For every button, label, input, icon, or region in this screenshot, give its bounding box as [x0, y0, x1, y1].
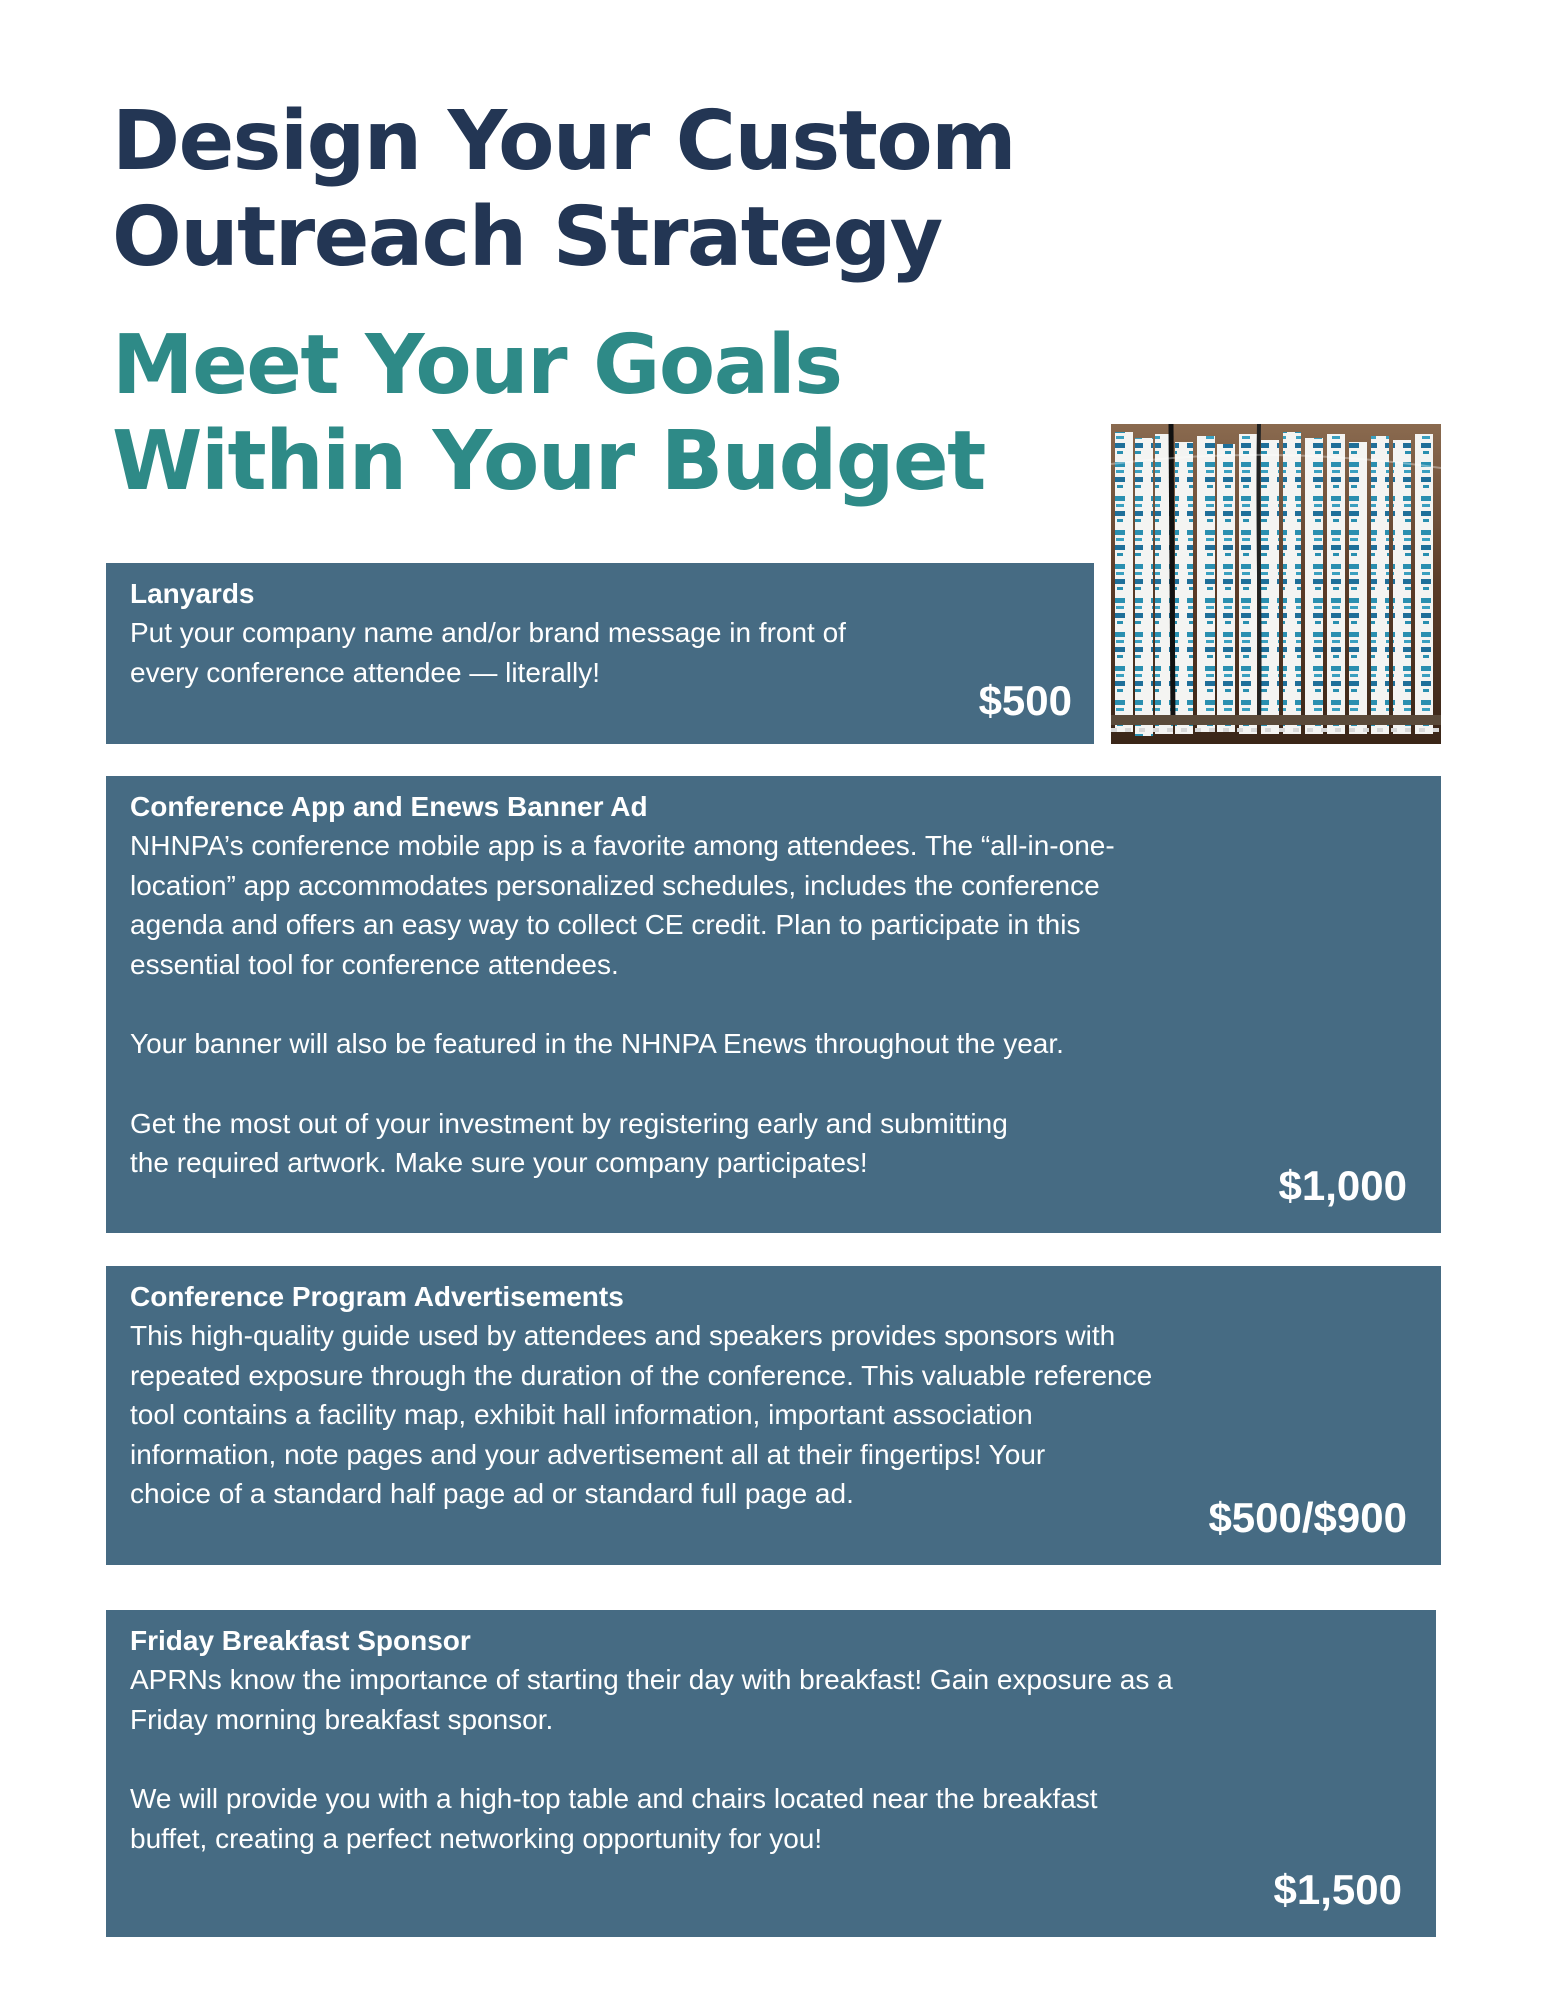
- lanyards-illustration: [1111, 424, 1441, 744]
- offering-paragraph-2: Your banner will also be featured in the NHNPA Enews throughout the year.: [130, 1028, 1064, 1059]
- title-line-1: Design Your Custom: [112, 94, 1016, 189]
- offering-title: Friday Breakfast Sponsor: [130, 1625, 471, 1656]
- offering-title: Lanyards: [130, 578, 255, 609]
- program-ads-panel: [106, 1266, 1441, 1565]
- lanyards-photo: [1111, 424, 1441, 744]
- title-line-2: Outreach Strategy: [112, 190, 942, 285]
- page-subtitle: [112, 318, 985, 510]
- offering-paragraph-3: Get the most out of your investment by registering early and submitting the required artwork. Make sure your company participates!: [130, 1107, 1008, 1178]
- page-title: [112, 94, 1015, 286]
- offering-description: Put your company name and/or brand message in front of every conference attendee — literally!: [130, 617, 846, 688]
- lanyards-panel: [106, 563, 1094, 744]
- offering-title: Conference Program Advertisements: [130, 1281, 624, 1312]
- offering-description: NHNPA’s conference mobile app is a favorite among attendees. The “all-in-one- location” app accommodates personalized schedules, includes the conference agenda and offers an easy way to collect CE credit. Plan to participate in this essential tool for conference attendees.: [130, 830, 1115, 980]
- offering-price: $500/$900: [1208, 1494, 1407, 1541]
- subtitle-line-1: Meet Your Goals: [112, 318, 842, 413]
- offering-description: APRNs know the importance of starting their day with breakfast! Gain exposure as a Friday morning breakfast sponsor.: [130, 1664, 1173, 1735]
- offering-title: Conference App and Enews Banner Ad: [130, 791, 648, 822]
- offering-description: This high-quality guide used by attendees and speakers provides sponsors with repeated exposure through the duration of the conference. This valuable reference tool contains a facility map, exhibit hall information, important association information, note pages and your advertisement all at their fingertips! Your choice of a standard half page ad or standard full page ad.: [130, 1320, 1153, 1509]
- subtitle-line-2: Within Your Budget: [112, 414, 985, 509]
- offering-price: $1,500: [1273, 1866, 1402, 1913]
- offering-paragraph-2: We will provide you with a high-top table and chairs located near the breakfast buffet, creating a perfect networking opportunity for you!: [130, 1783, 1098, 1854]
- breakfast-sponsor-panel: [106, 1610, 1436, 1937]
- app-banner-panel: [106, 776, 1441, 1233]
- offering-price: $1,000: [1278, 1162, 1407, 1209]
- offering-price: $500: [978, 677, 1072, 724]
